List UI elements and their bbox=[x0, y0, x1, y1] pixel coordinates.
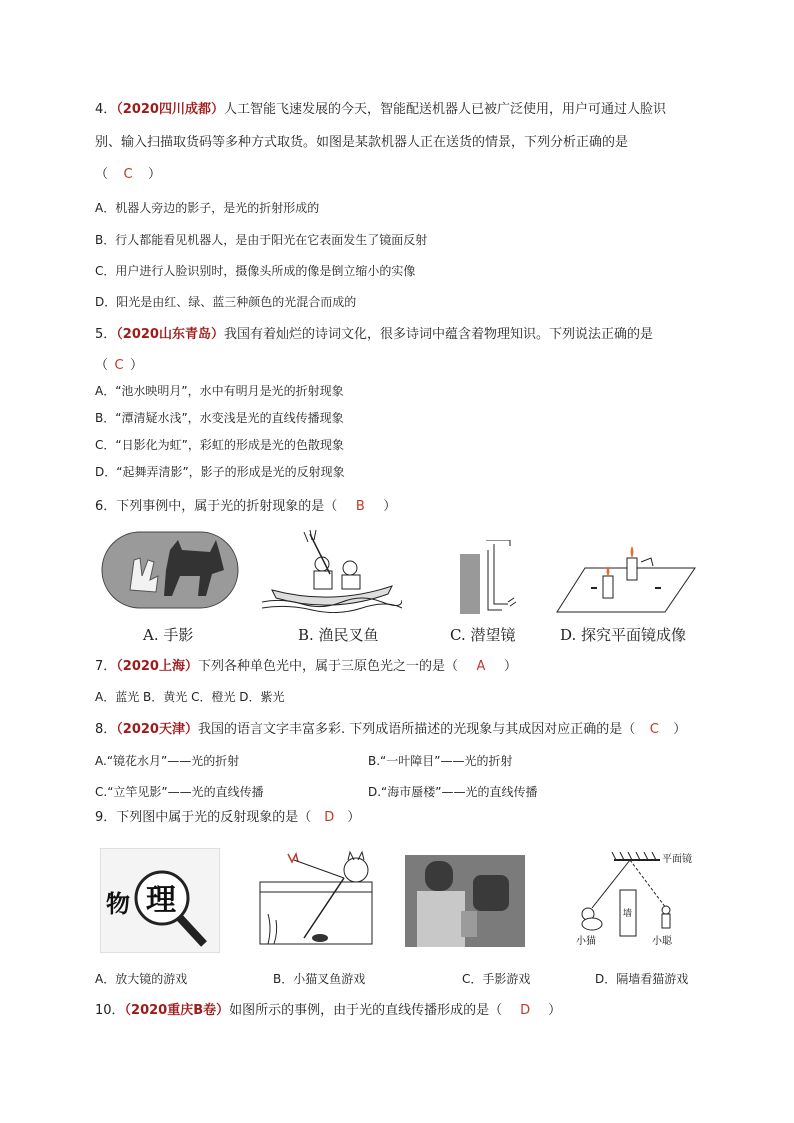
q10-source: （2020重庆B卷） bbox=[124, 1003, 230, 1018]
q8-answer: C bbox=[649, 722, 659, 737]
q8-option-a: A.“镜花水月”——光的折射 bbox=[95, 754, 240, 768]
q10-line: 10．（2020重庆B卷）如图所示的事例，由于光的直线传播形成的是（ D ） bbox=[95, 1003, 562, 1018]
q5-line1: 5．（2020山东青岛）我国有着灿烂的诗词文化，很多诗词中蕴含着物理知识。下列说法正确的是 bbox=[95, 327, 653, 342]
q5-option-a: A．“池水映明月”，水中有明月是光的折射现象 bbox=[95, 384, 344, 398]
q5-source: （2020山东青岛） bbox=[116, 327, 224, 342]
q4-option-a: A．机器人旁边的影子，是光的折射形成的 bbox=[95, 201, 320, 215]
q9-caption-d: D．隔墙看猫游戏 bbox=[595, 972, 689, 986]
q4-line2: 别、输入扫描取货码等多种方式取货。如图是某款机器人正在送货的情景，下列分析正确的是 bbox=[95, 135, 629, 150]
q9-figure-b-cat-fishing bbox=[258, 848, 378, 948]
q5-answer-line: （ C ） bbox=[95, 358, 144, 373]
q6-figure-b-fishing bbox=[262, 528, 402, 613]
q6-caption-c: C. 潜望镜 bbox=[450, 626, 516, 644]
q4-line1: 4．（2020四川成都）人工智能飞速发展的今天，智能配送机器人已被广泛使用，用户可通过人脸识 bbox=[95, 102, 666, 117]
q9-line: 9．下列图中属于光的反射现象的是（ D ） bbox=[95, 810, 361, 825]
q9-caption-b: B．小猫叉鱼游戏 bbox=[273, 972, 366, 986]
q10-answer: D bbox=[520, 1003, 531, 1018]
q6-figure-a-hand-shadow bbox=[100, 530, 240, 610]
q7-line: 7．（2020上海）下列各种单色光中，属于三原色光之一的是（ A ） bbox=[95, 659, 517, 674]
q6-figure-c-periscope bbox=[450, 540, 530, 615]
q4-answer-line: （ C ） bbox=[95, 167, 162, 182]
q9-fig-cat-label: 小猫 bbox=[576, 936, 596, 947]
q6-caption-b: B. 渔民叉鱼 bbox=[298, 626, 379, 644]
q6-answer: B bbox=[355, 499, 365, 514]
q4-option-c: C．用户进行人脸识别时，摄像头所成的像是倒立缩小的实像 bbox=[95, 264, 416, 278]
q7-answer: A bbox=[476, 659, 486, 674]
q9-fig-boy-label: 小聪 bbox=[652, 936, 672, 947]
q6-caption-d: D. 探究平面镜成像 bbox=[560, 626, 687, 644]
q9-figure-d-wall-cat bbox=[570, 848, 700, 948]
q9-caption-c: C．手影游戏 bbox=[462, 972, 531, 986]
q9-fig-book-text: 物 bbox=[106, 889, 130, 918]
q8-line: 8．（2020天津）我国的语言文字丰富多彩. 下列成语所描述的光现象与其成因对应正确的是（ C ） bbox=[95, 722, 687, 737]
q9-answer: D bbox=[324, 810, 335, 825]
q4-option-b: B．行人都能看见机器人，是由于阳光在它表面发生了镜面反射 bbox=[95, 233, 428, 247]
q7-source: （2020上海） bbox=[116, 659, 198, 674]
q8-option-b: B.“一叶障目”——光的折射 bbox=[368, 754, 513, 768]
q9-fig-mirror-label: 平面镜 bbox=[662, 854, 692, 865]
q8-option-d: D.“海市蜃楼”——光的直线传播 bbox=[368, 785, 538, 799]
q9-figure-a-magnifier bbox=[100, 848, 220, 953]
q9-caption-a: A．放大镜的游戏 bbox=[95, 972, 188, 986]
q5-option-b: B．“潭清疑水浅”，水变浅是光的直线传播现象 bbox=[95, 411, 344, 425]
q5-answer: C bbox=[114, 358, 124, 373]
q9-figure-c-hand-shadow bbox=[405, 855, 525, 947]
q9-fig-wall-label: 墙 bbox=[623, 909, 633, 919]
q6-line: 6．下列事例中，属于光的折射现象的是（ B ） bbox=[95, 499, 397, 514]
q8-option-c: C.“立竿见影”——光的直线传播 bbox=[95, 785, 264, 799]
q6-caption-a: A. 手影 bbox=[143, 626, 194, 644]
q6-figure-d-plane-mirror bbox=[555, 540, 705, 615]
q4-option-d: D．阳光是由红、绿、蓝三种颜色的光混合而成的 bbox=[95, 295, 357, 309]
q5-option-d: D．“起舞弄清影”，影子的形成是光的反射现象 bbox=[95, 465, 345, 479]
q4-answer: C bbox=[123, 167, 133, 182]
q7-options: A．蓝光 B．黄光 C．橙光 D．紫光 bbox=[95, 690, 285, 704]
q5-option-c: C．“日影化为虹”，彩虹的形成是光的色散现象 bbox=[95, 438, 344, 452]
q9-fig-magnifier-text: 理 bbox=[146, 883, 176, 918]
q4-source: （2020四川成都） bbox=[116, 102, 224, 117]
q8-source: （2020天津） bbox=[116, 722, 198, 737]
